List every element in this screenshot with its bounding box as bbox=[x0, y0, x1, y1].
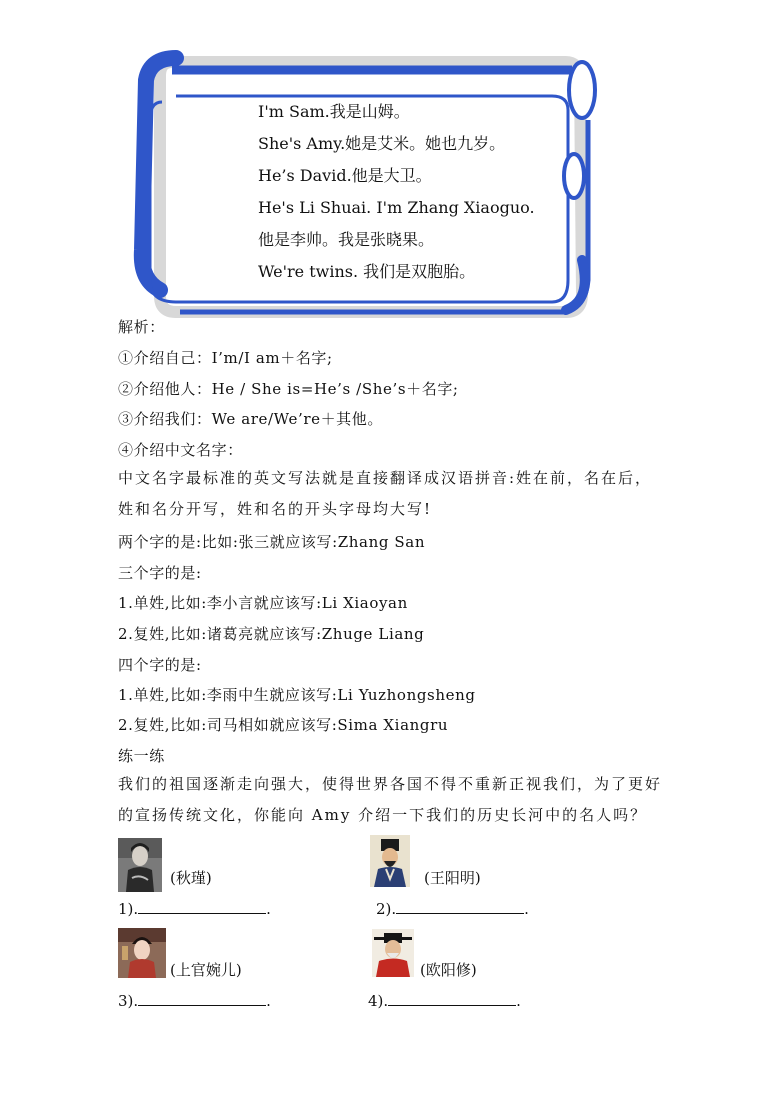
portrait-ouyang-xiu bbox=[372, 929, 414, 977]
dialogue-line: He’s David.他是大卫。 bbox=[258, 166, 432, 185]
analysis-point: ③介绍我们：We are/We’re＋其他。 bbox=[118, 410, 383, 428]
analysis-point: ①介绍自己：I’m/I am＋名字; bbox=[118, 349, 333, 367]
practice-prompt: 我们的祖国逐渐走向强大，使得世界各国不得不重新正视我们，为了更好的宣扬传统文化，你能向 Amy 介绍一下我们的历史长河中的名人吗？ bbox=[118, 775, 663, 824]
answer-line[interactable] bbox=[388, 991, 516, 1006]
caption-shangguan-waner: (上官婉儿) bbox=[170, 961, 242, 979]
answer-blank-2[interactable] bbox=[376, 899, 529, 918]
answer-line[interactable] bbox=[138, 899, 266, 914]
four-char-example: 1.单姓,比如:李雨中生就应该写:Li Yuzhongsheng bbox=[118, 686, 476, 704]
answer-end: . bbox=[524, 900, 529, 918]
caption-qiu-jin: (秋瑾) bbox=[170, 869, 212, 887]
four-char-heading: 四个字的是: bbox=[118, 656, 202, 674]
caption-wang-yangming: (王阳明) bbox=[424, 869, 481, 887]
two-char-example: 两个字的是:比如:张三就应该写:Zhang San bbox=[118, 533, 426, 551]
answer-line[interactable] bbox=[138, 991, 266, 1006]
answer-number: 1). bbox=[118, 900, 139, 918]
answer-end: . bbox=[516, 992, 521, 1010]
dialogue-box bbox=[258, 96, 535, 288]
portrait-qiu-jin bbox=[118, 838, 162, 892]
answer-number: 2). bbox=[376, 900, 397, 918]
analysis-point: ②介绍他人：He / She is=He’s /She’s＋名字; bbox=[118, 380, 459, 398]
analysis-heading: 解析： bbox=[118, 318, 165, 336]
dialogue-line: She's Amy.她是艾米。她也九岁。 bbox=[258, 134, 506, 153]
answer-blank-1[interactable] bbox=[118, 899, 271, 918]
caption-ouyang-xiu: (欧阳修) bbox=[420, 961, 477, 979]
portrait-shangguan-waner bbox=[118, 928, 166, 978]
name-rule-paragraph: 中文名字最标准的英文写法就是直接翻译成汉语拼音:姓在前，名在后，姓和名分开写，姓和名的开头字母均大写! bbox=[118, 469, 653, 518]
answer-number: 4). bbox=[368, 992, 389, 1010]
answer-line[interactable] bbox=[396, 899, 524, 914]
dialogue-line: We're twins. 我们是双胞胎。 bbox=[258, 262, 476, 281]
portrait-wang-yangming bbox=[370, 835, 410, 887]
three-char-example: 1.单姓,比如:李小言就应该写:Li Xiaoyan bbox=[118, 594, 408, 612]
analysis-point: ④介绍中文名字： bbox=[118, 441, 243, 459]
answer-blank-4[interactable] bbox=[368, 991, 521, 1010]
answer-blank-3[interactable] bbox=[118, 991, 271, 1010]
answer-number: 3). bbox=[118, 992, 139, 1010]
three-char-heading: 三个字的是: bbox=[118, 564, 202, 582]
answer-end: . bbox=[266, 900, 271, 918]
dialogue-line: 他是李帅。我是张晓果。 bbox=[258, 230, 435, 249]
answer-end: . bbox=[266, 992, 271, 1010]
dialogue-line: I'm Sam.我是山姆。 bbox=[258, 102, 410, 121]
three-char-example: 2.复姓,比如:诸葛亮就应该写:Zhuge Liang bbox=[118, 625, 425, 643]
four-char-example: 2.复姓,比如:司马相如就应该写:Sima Xiangru bbox=[118, 716, 449, 734]
dialogue-line: He's Li Shuai. I'm Zhang Xiaoguo. bbox=[258, 198, 535, 217]
practice-heading: 练一练 bbox=[118, 747, 165, 765]
